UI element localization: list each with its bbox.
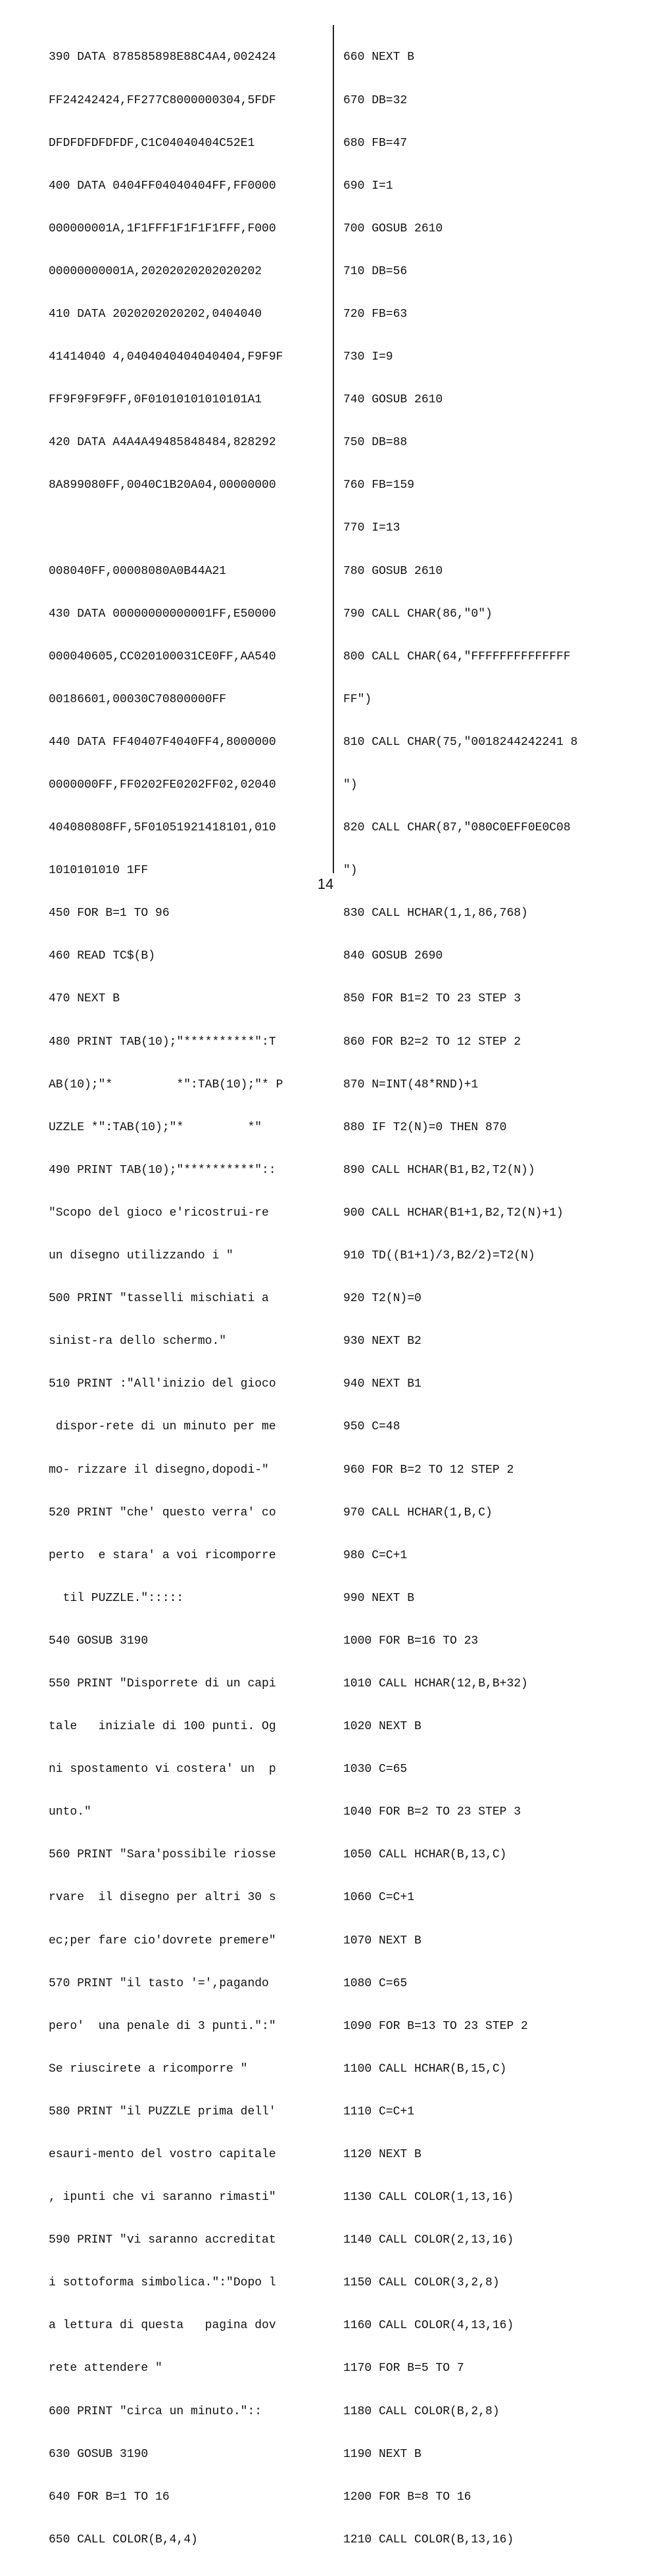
code-line: 480 PRINT TAB(10);"**********":T [49, 1035, 276, 1049]
code-line: , ipunti che vi saranno rimasti" [49, 2191, 276, 2205]
code-line: ni spostamento vi costera' un p [49, 1763, 276, 1777]
code-line: 800 CALL CHAR(64,"FFFFFFFFFFFFFF [343, 650, 571, 663]
code-line: 710 DB=56 [343, 264, 408, 278]
code-line: 540 GOSUB 3190 [49, 1634, 149, 1648]
code-line: pero' una penale di 3 punti.":" [49, 2019, 276, 2033]
code-line: 640 FOR B=1 TO 16 [49, 2490, 170, 2504]
code-line: 820 CALL CHAR(87,"080C0EFF0E0C08 [343, 821, 571, 835]
code-line: DFDFDFDFDFDF,C1C04040404C52E1 [49, 136, 255, 150]
code-line: unto." [49, 1805, 91, 1819]
code-line: 870 N=INT(48*RND)+1 [343, 1078, 479, 1091]
code-line: dispor-rete di un minuto per me [49, 1420, 276, 1434]
code-line: 970 CALL HCHAR(1,B,C) [343, 1506, 493, 1519]
code-line: 790 CALL CHAR(86,"0") [343, 607, 493, 621]
code-line: 660 NEXT B [343, 51, 415, 64]
code-line: perto e stara' a voi ricomporre [49, 1548, 276, 1562]
code-line: 630 GOSUB 3190 [49, 2447, 149, 2461]
code-line: tale iniziale di 100 punti. Og [49, 1720, 276, 1734]
code-line: 990 NEXT B [343, 1591, 415, 1605]
code-line: 420 DATA A4A4A49485848484,828292 [49, 436, 276, 450]
code-line: 940 NEXT B1 [343, 1377, 422, 1391]
code-line: 910 TD((B1+1)/3,B2/2)=T2(N) [343, 1249, 535, 1263]
code-line: 008040FF,00008080A0B44A21 [49, 564, 227, 578]
code-line: sinist-ra dello schermo." [49, 1335, 227, 1348]
code-line: 720 FB=63 [343, 307, 408, 321]
code-line: 1190 NEXT B [343, 2447, 422, 2461]
code-line: ") [343, 864, 358, 878]
code-line: 1130 CALL COLOR(1,13,16) [343, 2191, 514, 2205]
code-line: 1030 C=65 [343, 1763, 408, 1777]
code-line: 1080 C=65 [343, 1976, 408, 1990]
code-line: 810 CALL CHAR(75,"0018244242241 8 [343, 735, 578, 749]
code-line: 000000001A,1F1FFF1F1F1F1FFF,F000 [49, 222, 276, 235]
code-line: 650 CALL COLOR(B,4,4) [49, 2533, 198, 2546]
code-line: 850 FOR B1=2 TO 23 STEP 3 [343, 992, 521, 1006]
code-line: 000040605,CC020100031CE0FF,AA540 [49, 650, 276, 663]
code-line: 1050 CALL HCHAR(B,13,C) [343, 1848, 507, 1862]
code-line: 930 NEXT B2 [343, 1335, 422, 1348]
code-line: 730 I=9 [343, 350, 393, 364]
blank-line [49, 521, 325, 536]
code-line: 404080808FF,5F01051921418101,010 [49, 821, 276, 835]
code-line: 00000000001A,20202020202020202 [49, 264, 262, 278]
code-line: 8A899080FF,0040C1B20A04,00000000 [49, 479, 276, 492]
code-line: 980 C=C+1 [343, 1548, 408, 1562]
code-line: 770 I=13 [343, 521, 400, 535]
code-line: rete attendere " [49, 2362, 162, 2375]
code-line: 1110 C=C+1 [343, 2105, 415, 2118]
code-line: 1000 FOR B=16 TO 23 [343, 1634, 479, 1648]
code-line: 490 PRINT TAB(10);"**********":: [49, 1163, 276, 1177]
code-line: 690 I=1 [343, 179, 393, 193]
code-line: mo- rizzare il disegno,dopodi-" [49, 1463, 269, 1477]
code-line: UZZLE *":TAB(10);"* *" [49, 1120, 262, 1134]
code-line: 840 GOSUB 2690 [343, 949, 443, 963]
code-line: 560 PRINT "Sara'possibile riosse [49, 1848, 276, 1862]
code-line: 1120 NEXT B [343, 2148, 422, 2161]
code-line: 1210 CALL COLOR(B,13,16) [343, 2533, 514, 2546]
code-line: 950 C=48 [343, 1420, 400, 1434]
code-line: 0000000FF,FF0202FE0202FF02,02040 [49, 778, 276, 792]
code-line: 570 PRINT "il tasto '=',pagando [49, 1976, 269, 1990]
code-line: FF24242424,FF277C8000000304,5FDF [49, 93, 276, 107]
code-line: 1140 CALL COLOR(2,13,16) [343, 2233, 514, 2247]
code-line: a lettura di questa pagina dov [49, 2319, 276, 2333]
code-line: "Scopo del gioco e'ricostrui-re [49, 1206, 269, 1220]
code-line: FF") [343, 692, 372, 706]
code-line: 450 FOR B=1 TO 96 [49, 907, 170, 920]
code-line: 470 NEXT B [49, 992, 120, 1006]
code-line: 1160 CALL COLOR(4,13,16) [343, 2319, 514, 2333]
code-line: 780 GOSUB 2610 [343, 564, 443, 578]
code-line: Se riuscirete a ricomporre " [49, 2062, 248, 2076]
code-line: 410 DATA 2020202020202,0404040 [49, 307, 262, 321]
left-code-column [49, 22, 325, 2576]
code-line: 880 IF T2(N)=0 THEN 870 [343, 1120, 507, 1134]
code-line: til PUZZLE."::::: [49, 1591, 184, 1605]
code-line: 1010101010 1FF [49, 864, 149, 878]
code-line: 860 FOR B2=2 TO 12 STEP 2 [343, 1035, 521, 1049]
code-line: 1090 FOR B=13 TO 23 STEP 2 [343, 2019, 528, 2033]
code-line: 510 PRINT :"All'inizio del gioco [49, 1377, 276, 1391]
code-line: 890 CALL HCHAR(B1,B2,T2(N)) [343, 1163, 535, 1177]
code-line: 1010 CALL HCHAR(12,B,B+32) [343, 1677, 528, 1690]
code-line: 460 READ TC$(B) [49, 949, 156, 963]
code-line: AB(10);"* *":TAB(10);"* P [49, 1078, 283, 1091]
code-line: 1040 FOR B=2 TO 23 STEP 3 [343, 1805, 521, 1819]
right-code-column [343, 22, 633, 2576]
code-line: 430 DATA 00000000000001FF,E50000 [49, 607, 276, 621]
code-line: 1020 NEXT B [343, 1720, 422, 1734]
code-line: 1170 FOR B=5 TO 7 [343, 2362, 464, 2375]
code-line: 750 DB=88 [343, 436, 408, 450]
code-line: 920 T2(N)=0 [343, 1292, 422, 1306]
code-line: 1150 CALL COLOR(3,2,8) [343, 2276, 500, 2290]
code-line: 400 DATA 0404FF04040404FF,FF0000 [49, 179, 276, 193]
code-line: un disegno utilizzando i " [49, 1249, 233, 1263]
code-line: 580 PRINT "il PUZZLE prima dell' [49, 2105, 276, 2118]
code-line: 670 DB=32 [343, 93, 408, 107]
code-line: 500 PRINT "tasselli mischiati a [49, 1292, 269, 1306]
code-line: 1200 FOR B=8 TO 16 [343, 2490, 471, 2504]
code-line: FF9F9F9F9FF,0F01010101010101A1 [49, 393, 262, 407]
code-line: 41414040 4,0404040404040404,F9F9F [49, 350, 283, 364]
code-line: i sottoforma simbolica.":"Dopo l [49, 2276, 276, 2290]
code-line: 830 CALL HCHAR(1,1,86,768) [343, 907, 528, 920]
code-line: ") [343, 778, 358, 792]
code-line: 550 PRINT "Disporrete di un capi [49, 1677, 276, 1690]
code-line: 960 FOR B=2 TO 12 STEP 2 [343, 1463, 514, 1477]
code-line: 680 FB=47 [343, 136, 408, 150]
code-line: 1180 CALL COLOR(B,2,8) [343, 2404, 500, 2418]
code-line: rvare il disegno per altri 30 s [49, 1891, 276, 1905]
code-line: 760 FB=159 [343, 479, 415, 492]
code-line: 1100 CALL HCHAR(B,15,C) [343, 2062, 507, 2076]
code-line: 00186601,00030C70800000FF [49, 692, 227, 706]
code-line: 740 GOSUB 2610 [343, 393, 443, 407]
code-line: 520 PRINT "che' questo verra' co [49, 1506, 276, 1519]
code-line: 1060 C=C+1 [343, 1891, 415, 1905]
page-number: 14 [317, 876, 334, 892]
code-line: 440 DATA FF40407F4040FF4,8000000 [49, 735, 276, 749]
code-line: 900 CALL HCHAR(B1+1,B2,T2(N)+1) [343, 1206, 564, 1220]
code-line: ec;per fare cio'dovrete premere" [49, 1934, 276, 1947]
column-divider [333, 25, 334, 873]
code-line: 1070 NEXT B [343, 1934, 422, 1947]
code-line: 700 GOSUB 2610 [343, 222, 443, 235]
code-line: 600 PRINT "circa un minuto.":: [49, 2404, 262, 2418]
code-line: 590 PRINT "vi saranno accreditat [49, 2233, 276, 2247]
code-line: 390 DATA 878585898E88C4A4,002424 [49, 51, 276, 64]
code-line: esauri-mento del vostro capitale [49, 2148, 276, 2161]
